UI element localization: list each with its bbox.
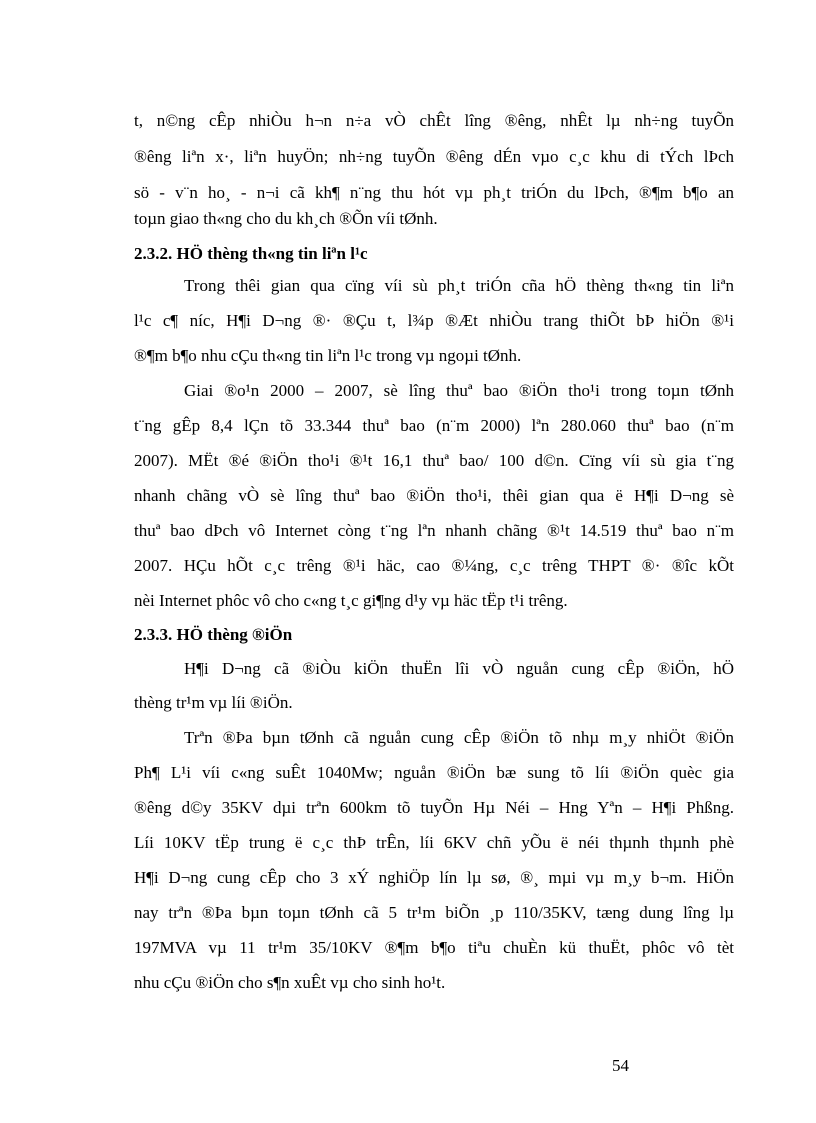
page-number: 54	[612, 1056, 629, 1075]
text-line: nèi Internet phôc vô cho c«ng t¸c gi¶ng d¹y vµ häc tËp t¹i trêng.	[134, 591, 568, 610]
text-line: ®¶m b¶o nhu cÇu th«ng tin liªn l¹c trong vµ ngoµi tØnh.	[134, 346, 522, 365]
text-line: t, n©ng cÊp nhiÒu h¬n n÷a vÒ chÊt lîng ®êng, nhÊt lµ nh÷ng tuyÕn	[134, 111, 734, 130]
text-line: Ph¶ L¹i víi c«ng suÊt 1040Mw; nguån ®iÖn bæ sung tõ líi ®iÖn quèc gia	[134, 763, 734, 782]
text-line: nhu cÇu ®iÖn cho s¶n xuÊt vµ cho sinh ho¹t.	[134, 973, 446, 992]
text-line: Líi 10KV tËp trung ë c¸c thÞ trÊn, líi 6KV chñ yÕu ë néi thµnh thµnh phè	[134, 833, 734, 852]
text-line: 197MVA vµ 11 tr¹m 35/10KV ®¶m b¶o tiªu chuÈn kü thuËt, phôc vô tèt	[134, 938, 734, 957]
section-heading: 2.3.3. HÖ thèng ®iÖn	[134, 625, 293, 644]
text-line: H¶i D¬ng cã ®iÒu kiÖn thuËn lîi vÒ nguån cung cÊp ®iÖn, hÖ	[184, 659, 734, 678]
text-line: ®êng liªn x·, liªn huyÖn; nh÷ng tuyÕn ®êng dÉn vµo c¸c khu di tÝch lÞch	[134, 147, 734, 166]
text-line: ®êng d©y 35KV dµi trªn 600km tõ tuyÕn Hµ Néi – Hng Yªn – H¶i Phßng.	[134, 798, 734, 817]
text-line: nhanh chãng vÒ sè lîng thuª bao ®iÖn tho¹i, thêi gian qua ë H¶i D¬ng sè	[134, 486, 734, 505]
text-line: t¨ng gÊp 8,4 lÇn tõ 33.344 thuª bao (n¨m 2000) lªn 280.060 thuª bao (n¨m	[134, 416, 734, 435]
text-line: Trong thêi gian qua cïng víi sù ph¸t triÓn cña hÖ thèng th«ng tin liªn	[184, 276, 734, 295]
text-line: Giai ®o¹n 2000 – 2007, sè lîng thuª bao ®iÖn tho¹i trong toµn tØnh	[184, 381, 734, 400]
text-line: sö - v¨n ho¸ - n¬i cã kh¶ n¨ng thu hót vµ ph¸t triÓn du lÞch, ®¶m b¶o an	[134, 183, 734, 202]
text-line: l¹c c¶ níc, H¶i D¬ng ®· ®Çu t, l¾p ®Æt nhiÒu trang thiÕt bÞ hiÖn ®¹i	[134, 311, 734, 330]
text-line: thuª bao dÞch vô Internet còng t¨ng lªn nhanh chãng ®¹t 14.519 thuª bao n¨m	[134, 521, 734, 540]
text-line: 2007). MËt ®é ®iÖn tho¹i ®¹t 16,1 thuª bao/ 100 d©n. Cïng víi sù gia t¨ng	[134, 451, 734, 470]
section-heading: 2.3.2. HÖ thèng th«ng tin liªn l¹c	[134, 244, 368, 263]
text-line: toµn giao th«ng cho du kh¸ch ®Õn víi tØnh.	[134, 209, 438, 228]
text-line: 2007. HÇu hÕt c¸c trêng ®¹i häc, cao ®¼ng, c¸c trêng THPT ®· ®îc kÕt	[134, 556, 734, 575]
text-line: Trªn ®Þa bµn tØnh cã nguån cung cÊp ®iÖn tõ nhµ m¸y nhiÖt ®iÖn	[184, 728, 734, 747]
text-line: H¶i D¬ng cung cÊp cho 3 xÝ nghiÖp lín lµ sø, ®¸ mµi vµ m¸y b¬m. HiÖn	[134, 868, 734, 887]
text-line: nay trªn ®Þa bµn toµn tØnh cã 5 tr¹m biÕn ¸p 110/35KV, tæng dung lîng lµ	[134, 903, 734, 922]
text-line: thèng tr¹m vµ líi ®iÖn.	[134, 693, 293, 712]
